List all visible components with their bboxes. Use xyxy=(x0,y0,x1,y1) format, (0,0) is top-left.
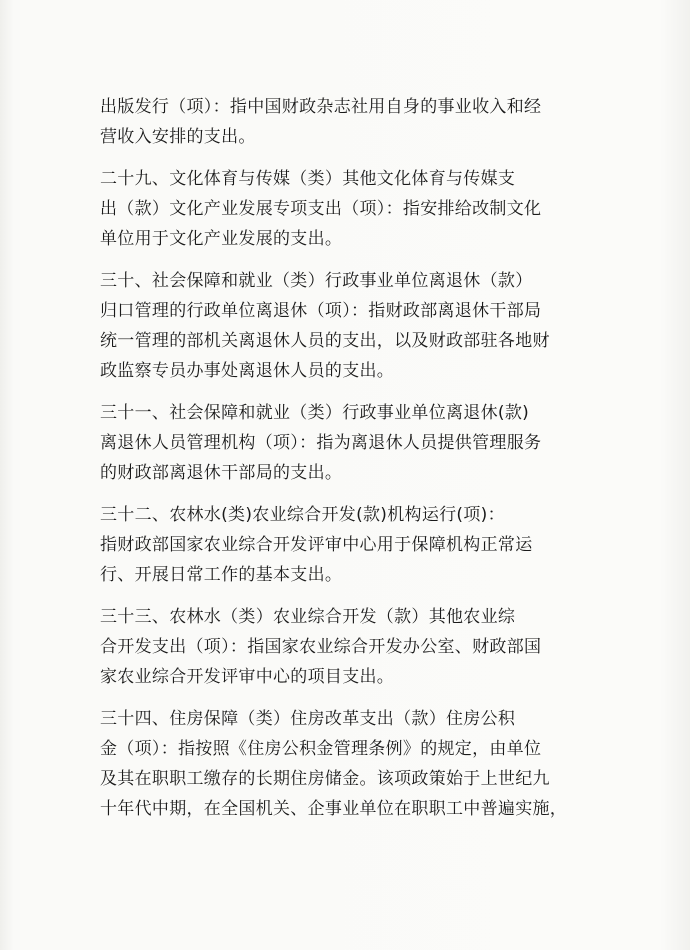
paragraph-gap xyxy=(100,590,590,602)
paragraph xyxy=(100,266,590,386)
paragraph xyxy=(100,500,590,590)
paragraph-gap xyxy=(100,152,590,164)
text-line: 三十三、农林水（类）农业综合开发（款）其他农业综 xyxy=(100,607,516,627)
text-line: 二十九、文化体育与传媒（类）其他文化体育与传媒支 xyxy=(100,169,516,189)
text-line: 及其在职职工缴存的长期住房储金。该项政策始于上世纪九 xyxy=(100,769,550,789)
paragraph-gap xyxy=(100,386,590,398)
text-line: 合开发支出（项）：指国家农业综合开发办公室、财政部国 xyxy=(100,637,542,657)
paragraph-gap xyxy=(100,488,590,500)
document-body xyxy=(100,92,590,824)
text-line: 统一管理的部机关离退休人员的支出，以及财政部驻各地财 xyxy=(100,331,550,351)
text-line: 三十一、社会保障和就业（类）行政事业单位离退休(款) xyxy=(100,403,530,423)
text-line: 出（款）文化产业发展专项支出（项）：指安排给改制文化 xyxy=(100,199,542,219)
text-line: 三十、社会保障和就业（类）行政事业单位离退休（款） xyxy=(100,271,533,291)
paragraph xyxy=(100,398,590,488)
paragraph xyxy=(100,164,590,254)
text-line: 离退休人员管理机构（项）：指为离退休人员提供管理服务 xyxy=(100,433,542,453)
text-line: 出版发行（项）：指中国财政杂志社用自身的事业收入和经 xyxy=(100,97,542,117)
paragraph xyxy=(100,92,590,152)
text-line: 指财政部国家农业综合开发评审中心用于保障机构正常运 xyxy=(100,535,533,555)
text-line: 三十二、农林水(类)农业综合开发(款)机构运行(项)： xyxy=(100,505,505,525)
paragraph-gap xyxy=(100,254,590,266)
text-line: 单位用于文化产业发展的支出。 xyxy=(100,229,343,249)
text-line: 家农业综合开发评审中心的项目支出。 xyxy=(100,667,395,687)
text-line: 三十四、住房保障（类）住房改革支出（款）住房公积 xyxy=(100,709,516,729)
paragraph xyxy=(100,704,590,824)
text-line: 行、开展日常工作的基本支出。 xyxy=(100,565,343,585)
text-line: 金（项）：指按照《住房公积金管理条例》的规定，由单位 xyxy=(100,739,542,759)
text-line: 营收入安排的支出。 xyxy=(100,127,256,147)
paragraph-gap xyxy=(100,692,590,704)
text-line: 政监察专员办事处离退休人员的支出。 xyxy=(100,361,395,381)
paragraph xyxy=(100,602,590,692)
text-line: 归口管理的行政单位离退休（项）：指财政部离退休干部局 xyxy=(100,301,542,321)
text-line: 十年代中期，在全国机关、企事业单位在职职工中普遍实施， xyxy=(100,799,568,819)
text-line: 的财政部离退休干部局的支出。 xyxy=(100,463,343,483)
